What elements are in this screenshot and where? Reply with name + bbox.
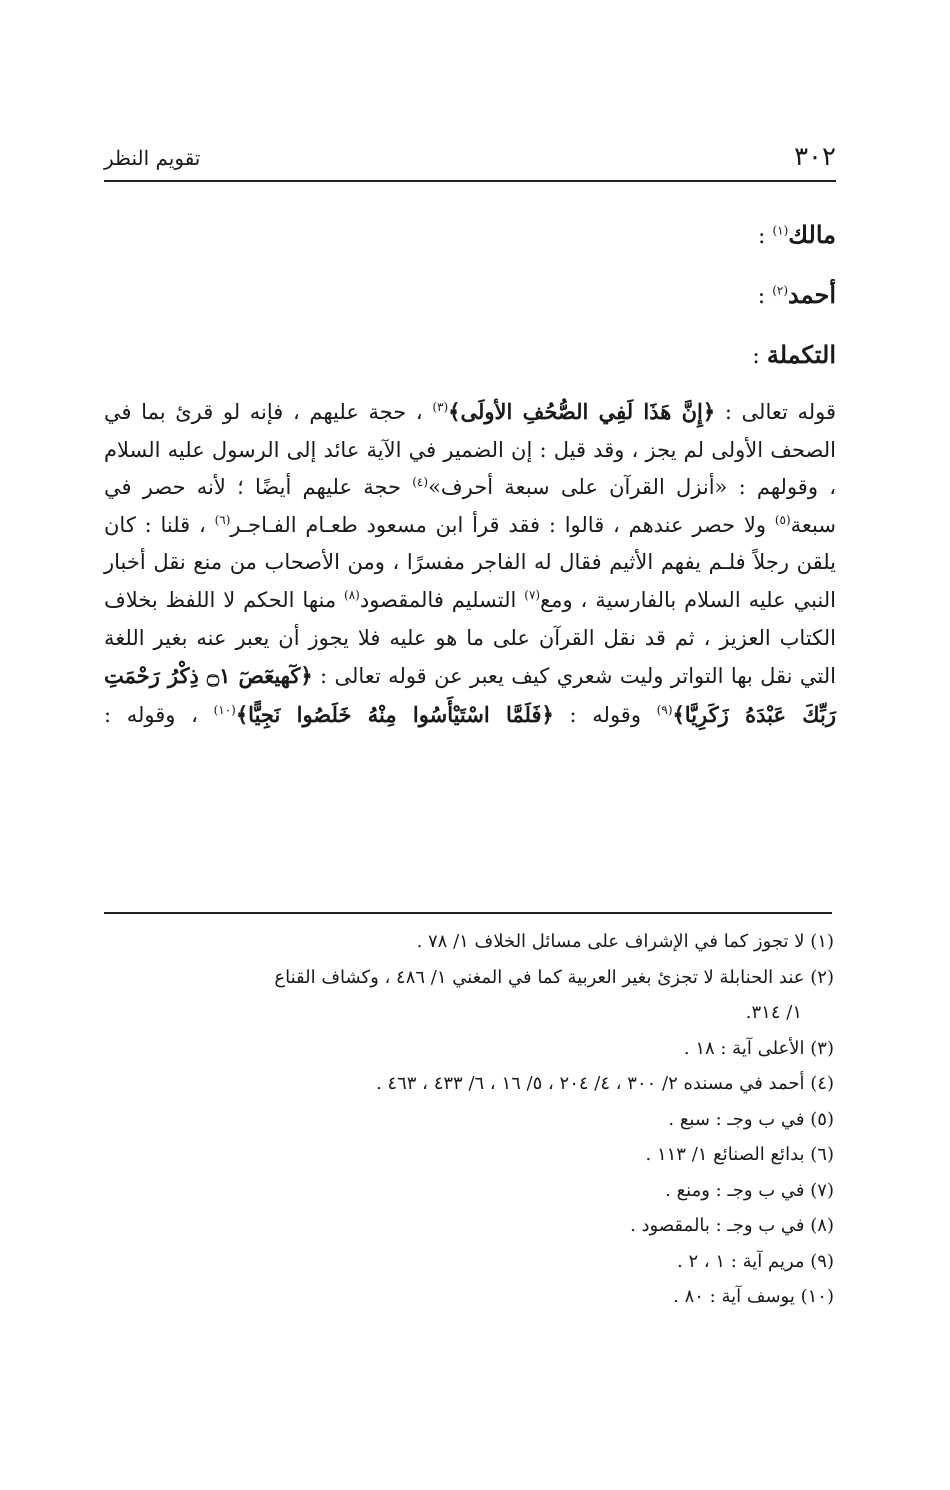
footnote-separator	[104, 912, 832, 914]
footnotes	[104, 924, 834, 1315]
footnote-number: (١)	[810, 931, 834, 952]
page-number: ٣٠٢	[794, 142, 836, 172]
footnote-number: (٥)	[810, 1108, 834, 1130]
section-heading-ahmad: أحمد$^{(٢)}$ :	[757, 280, 836, 309]
footnote-ref: (٦)	[214, 512, 231, 527]
section-heading-takmila: التكملة :	[752, 340, 836, 369]
footnote-continuation: ١/ ٣١٤.	[745, 1002, 802, 1023]
footnote-item	[104, 1102, 834, 1138]
footnote-ref: (٧)	[524, 587, 541, 602]
quran-quote: ﴿كٓهيعٓصٓ ۝١ ذِكْرُ رَحْمَتِ رَبِّكَ عَبْدَهُ زَكَرِيَّا﴾	[104, 663, 836, 727]
footnote-number: (٤)	[810, 1073, 834, 1094]
footnote-number: (٧)	[810, 1179, 834, 1201]
footnote-number: (٨)	[810, 1215, 834, 1236]
footnote-ref: (٣)	[432, 400, 449, 414]
footnote-ref: (٨)	[344, 587, 360, 602]
footnote-item	[104, 1137, 834, 1173]
footnote-ref: (١٠)	[213, 702, 236, 717]
footnote-text: يوسف آية : ٨٠ .	[673, 1286, 795, 1307]
footnote-number: (٩)	[810, 1250, 834, 1272]
quran-quote: ﴿فَلَمَّا اسْتَيْأَسُوا مِنْهُ خَلَصُوا نَجِيًّا﴾	[235, 701, 554, 727]
footnote-item	[104, 1031, 834, 1067]
footnote-ref: (٥)	[774, 512, 791, 527]
running-title: تقويم النظر	[104, 146, 201, 170]
main-text	[104, 205, 836, 734]
footnote-number: (٣)	[810, 1037, 834, 1059]
footnote-number: (٢)	[810, 966, 834, 988]
footnote-text: بدائع الصنائع ١/ ١١٣ .	[645, 1144, 805, 1165]
footnote-number: (٦)	[810, 1144, 834, 1165]
footnote-ref: (١)	[772, 223, 789, 238]
header-rule	[104, 180, 836, 182]
footnote-text: في ب وجـ : سبع .	[668, 1108, 805, 1130]
section-heading-malik: مالك$^{(١)}$ :	[758, 220, 836, 249]
footnote-text: في ب وجـ : ومنع .	[665, 1179, 805, 1201]
footnote-item	[104, 1208, 834, 1244]
footnote-ref: (٢)	[772, 283, 789, 298]
footnote-text: مريم آية : ١ ، ٢ .	[677, 1250, 805, 1272]
footnote-ref: (٤)	[412, 475, 429, 490]
footnote-item	[104, 1244, 834, 1280]
quran-quote: ﴿إِنَّ هَذَا لَفِي الصُّحُفِ الأولَى﴾	[448, 399, 716, 424]
page-header	[104, 140, 836, 180]
footnote-number: (١٠)	[800, 1286, 834, 1307]
footnote-text: في ب وجـ : بالمقصود .	[630, 1215, 805, 1236]
footnote-item	[104, 1173, 834, 1209]
footnote-text: الأعلى آية : ١٨ .	[683, 1037, 805, 1059]
footnote-ref: (٩)	[656, 702, 673, 717]
footnote-item	[104, 1279, 834, 1315]
footnote-text: أحمد في مسنده ٢/ ٣٠٠ ، ٤/ ٢٠٤ ، ٥/ ١٦ ، ٦/ ٤٣٣ ، ٤٦٣ .	[375, 1073, 805, 1094]
footnote-item	[104, 960, 834, 996]
footnote-text: عند الحنابلة لا تجزئ بغير العربية كما في المغني ١/ ٤٨٦ ، وكشاف القناع	[274, 966, 805, 988]
footnote-text: لا تجوز كما في الإشراف على مسائل الخلاف ١/ ٧٨ .	[416, 931, 805, 952]
body-paragraph: قوله تعالى : ﴿إِنَّ هَذَا لَفِي الصُّحُفِ الأولَى﴾$^{(٣)}$ ، حجة عليهم ، فإنه لو قرئ بما في الصحف الأولى لم يجز ، وقد قيل : إن الضمير في الآية عائد إلى الرسول عليه السلام ، وقولهم : «أنزل القرآن على سبعة أحرف»$^{(٤)}$ حجة عليهم أيضًا ؛ لأنه حصر في سبعة$^{(٥)}$ ولا حصر عندهم ، قالوا : فقد قرأ ابن مسعود طعـام الفـاجـر$^{(٦)}$ ، قلنا : كان يلقن رجلاً فلـم يفهم الأثيم فقال له الفاجر مفسرًا ، ومن الأصحاب من منع نقل أخبار النبي عليه السلام بالفارسية ، ومع$^{(٧)}$ التسليم فالمقصود$^{(٨)}$ منها الحكم لا اللفظ بخلاف الكتاب العزيز ، ثم قد نقل القرآن على ما هو عليه فلا يجوز أن يعبر عنه بغير اللغة التي نقل بها التواتر وليت شعري كيف يعبر عن قوله تعالى : ﴿كٓهيعٓصٓ ۝١ ذِكْرُ رَحْمَتِ رَبِّكَ عَبْدَهُ زَكَرِيَّا﴾$^{(٩)}$ وقوله : ﴿فَلَمَّا اسْتَيْأَسُوا مِنْهُ خَلَصُوا نَجِيًّا﴾$^{(١٠)}$ ، وقوله :	[104, 399, 836, 727]
footnote-item	[104, 1066, 834, 1102]
footnote-item	[104, 924, 834, 960]
